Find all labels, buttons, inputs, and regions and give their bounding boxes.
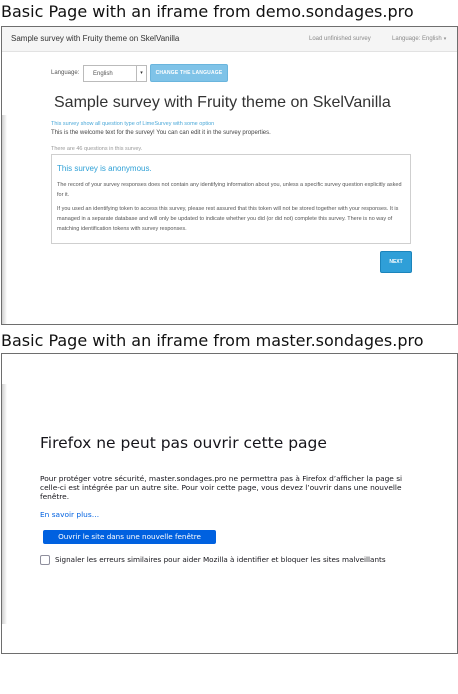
learn-more-link[interactable]: En savoir plus… [40,510,100,519]
survey-title: Sample survey with Fruity theme on SkelVanilla [54,94,391,111]
iframe-demo-survey[interactable] [1,26,458,325]
page-heading-demo: Basic Page with an iframe from demo.sondages.pro [1,2,414,21]
anonymous-notice-title: This survey is anonymous. [57,164,152,173]
select-arrow-icon: ▾ [136,66,146,81]
survey-welcome-text: This is the welcome text for the survey! You can can edit it in the survey properties. [51,130,271,136]
language-menu[interactable] [392,36,446,42]
question-count: There are 46 questions in this survey. [51,146,143,152]
frame-edge-shadow [2,115,7,325]
survey-description: This survey show all question type of LimeSurvey with some option [51,121,215,127]
frame-edge-shadow [2,384,7,624]
error-message: Pour protéger votre sécurité, master.sondages.pro ne permettra pas à Firefox d’afficher la page si celle-ci est intégrée par un autre site. Pour voir cette page, vous devez l’ouvrir dans une nouvelle fenêtre. [40,474,403,501]
language-label: Language: [51,70,80,76]
language-select[interactable] [83,65,147,82]
load-unfinished-link[interactable]: Load unfinished survey [309,36,371,42]
anonymous-notice-paragraph: If you used an identifying token to access this survey, please rest assured that this token will not be stored together with your responses. It is managed in a separate database and will only be updated to indicate whether you did (or did not) complete this survey. There is no way of matching identification tokens with survey responses. [57,206,399,232]
change-language-button[interactable]: CHANGE THE LANGUAGE [150,64,228,82]
error-title: Firefox ne peut pas ouvrir cette page [40,434,327,452]
survey-navbar [2,27,457,52]
language-menu-label: Language: English [392,36,442,42]
language-select-value: English [93,71,113,77]
iframe-master-error[interactable] [1,353,458,654]
report-errors-checkbox[interactable] [40,555,50,565]
anonymous-notice [51,154,411,244]
report-errors-label[interactable]: Signaler les erreurs similaires pour aider Mozilla à identifier et bloquer les sites malveillants [55,555,386,564]
page-heading-master: Basic Page with an iframe from master.sondages.pro [1,331,424,350]
anonymous-notice-paragraph: The record of your survey responses does not contain any identifying information about you, unless a specific survey question explicitly asked for it. [57,182,402,198]
survey-brand[interactable]: Sample survey with Fruity theme on SkelVanilla [11,34,180,43]
next-button[interactable]: NEXT [380,251,412,273]
open-in-new-window-button[interactable]: Ouvrir le site dans une nouvelle fenêtre [43,530,216,544]
caret-down-icon: ▾ [443,36,447,42]
